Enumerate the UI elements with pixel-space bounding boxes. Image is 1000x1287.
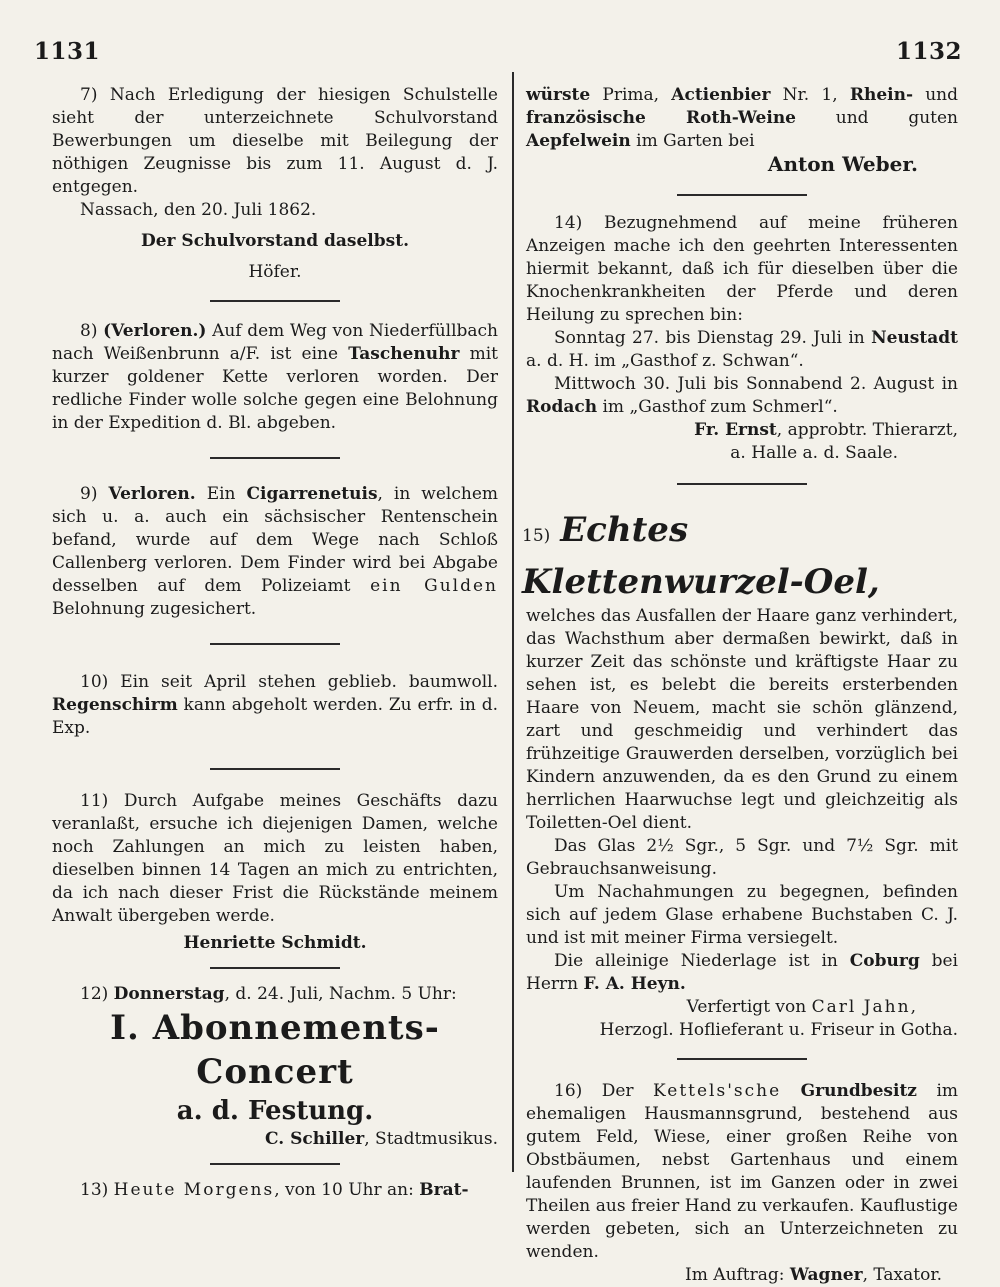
separator-rule [210,1163,340,1165]
text-fragment: 16) Der [554,1081,654,1101]
notice-8-item: Taschenuhr [348,344,460,364]
notice-8 [52,320,498,435]
notice-9-heading: Verloren. [108,484,196,504]
notice-15-number: 15) [522,526,551,546]
concert-title: I. Abonnements-Concert [110,1008,440,1092]
separator-rule [210,457,340,459]
notice-13-text: , von 10 Uhr an: [274,1180,420,1200]
schedule-1-town: Neustadt [871,328,958,348]
notice-16-signer: Wagner [789,1265,863,1285]
text-fragment: Verfertigt von [686,997,812,1017]
notice-12 [52,983,498,1151]
notice-7-signature: Der Schulvorstand daselbst. [141,231,409,251]
separator-rule [677,1058,807,1060]
notice-12-number: 12) [80,984,109,1004]
notice-8-text-a: Auf dem Weg von Niederfüllbach nach Weißenbrunn a/F. ist eine [52,321,499,364]
notice-14-text: 14) Bezugnehmend auf meine früheren Anzeigen mache ich den geehrten Interessenten hiermit bekannt, daß ich für dieselben über die Knochenkrankheiten der Pferde und deren Heilung zu sprechen bin: [526,213,958,325]
notice-16-text: im ehemaligen Hausmannsgrund, bestehend aus gutem Feld, Wiese, einer großen Reihe von Obstbäumen, nebst Gartenhaus und einem laufenden Brunnen, ist im Ganzen oder in zwei Theilen aus freier Hand zu verkaufen. Kauflustige werden gebeten, sich an Unterzeichneten zu wenden. [526,1081,958,1262]
schedule-1-venue: a. d. H. im „Gasthof z. Schwan“. [526,351,804,371]
notice-16-signer-role: , Taxator. [862,1265,942,1285]
item-rhein: Rhein- [849,85,914,105]
klettenwurzel-title: Echtes Klettenwurzel-Oel, [522,510,880,602]
notice-9-text-b: , in welchem sich u. a. auch ein sächsischer Rentenschein befand, wurde auf dem Wege nach Schloß Callenberg verloren. Dem Finder wird bei Abgabe desselben auf dem Polizeiamt [52,484,499,596]
separator-rule [677,483,807,485]
notice-15-imitation-note: Um Nachahmungen zu begegnen, befinden sich auf jedem Glase erhabene Buchstaben C. J. und ist mit meiner Firma versiegelt. [526,882,958,948]
notice-10-text-b: kann abgeholt werden. Zu erfr. in d. Exp. [52,695,498,738]
text-fragment: Nr. 1, [770,85,850,105]
notice-13-number: 13) [80,1180,109,1200]
separator-rule [677,194,807,196]
notice-14-signer-place: a. Halle a. d. Saale. [730,443,898,463]
notice-7-text: 7) Nach Erledigung der hiesigen Schulstelle sieht der unterzeichnete Schulvorstand Bewerbungen um dieselbe mit Beilegung der nöthigen Zeugnisse bis zum 11. August d. J. entgegen. [52,85,498,197]
notice-15 [522,507,958,1042]
separator-rule [210,300,340,302]
notice-9-text-c: Belohnung zugesichert. [52,599,257,619]
right-column [522,84,959,1287]
notice-13-item: Brat- [419,1180,469,1200]
notice-7-place-date: Nassach, den 20. Juli 1862. [80,200,317,220]
notice-13 [52,1179,498,1202]
notice-7-signer: Höfer. [248,262,302,282]
item-aepfelwein: Aepfelwein [526,131,631,151]
notice-13-time-lead: Heute Morgens [113,1180,275,1200]
notice-15-maker-title: Herzogl. Hoflieferant u. Friseur in Gotha. [599,1020,958,1040]
text-fragment: und guten [796,108,958,128]
column-divider [512,72,514,1172]
notice-9-item: Cigarrenetuis [246,484,378,504]
page-number-left: 1131 [34,38,101,65]
notice-10 [52,671,498,740]
notice-11-signature: Henriette Schmidt. [183,933,367,953]
notice-14-signer-role: , approbtr. Thierarzt, [776,420,958,440]
notice-15-price: Das Glas 2½ Sgr., 5 Sgr. und 7½ Sgr. mit Gebrauchsanweisung. [526,836,958,879]
notice-15-city: Coburg [849,951,920,971]
notice-8-number: 8) [80,321,98,341]
notice-11-text: 11) Durch Aufgabe meines Geschäfts dazu veranlaßt, ersuche ich diejenigen Damen, welche noch Zahlungen an mich zu leisten haben, dieselben binnen 14 Tagen an mich zu entrichten, da ich nach dieser Frist die Rückstände meinem Anwalt übergeben werde. [52,791,498,926]
schedule-2-town: Rodach [526,397,598,417]
notice-15-text: welches das Ausfallen der Haare ganz verhindert, das Wachsthum aber dermaßen bewirkt, daß in kurzer Zeit das schönste und kräftigste Haar zu sehen ist, es belebt die bereits ersterbenden Haare von Neuem, macht sie schön glänzend, zart und geschmeidig und verhindert das frühzeitige Grauwerden derselben, vorzüglich bei Kindern anzuwenden, da es den Grund zu einem herrlichen Haarwuchse legt und gleichzeitig als Toiletten-Oel dient. [526,606,958,833]
text-fragment [781,1081,800,1101]
notice-12-signer-role: , Stadtmusikus. [364,1129,498,1149]
notice-14-signer: Fr. Ernst [694,420,777,440]
notice-8-text-b: mit kurzer goldener Kette verloren worden. Der redliche Finder wolle solche gegen eine Belohnung in der Expedition d. Bl. abgeben. [52,344,499,433]
notice-15-dealer: F. A. Heyn. [583,974,686,994]
notice-16-item: Grundbesitz [800,1081,917,1101]
notice-12-signer: C. Schiller [265,1129,365,1149]
text-fragment: Im Auftrag: [685,1265,790,1285]
notice-13-continued [526,84,958,176]
separator-rule [210,643,340,645]
notice-16-owner: Kettels'sche [653,1081,782,1101]
text-fragment: und [913,85,959,105]
notice-8-heading: (Verloren.) [103,321,207,341]
text-fragment: bei Herrn [526,951,958,994]
left-column [52,84,498,1202]
item-rothweine: französische Roth-Weine [526,108,797,128]
schedule-2-date: Mittwoch 30. Juli bis Sonnabend 2. August in [554,374,958,394]
notice-9-number: 9) [80,484,98,504]
notice-10-text-a: 10) Ein seit April stehen geblieb. baumwoll. [80,672,498,692]
notice-12-time: , d. 24. Juli, Nachm. 5 Uhr: [224,984,457,1004]
notice-9 [52,483,498,621]
separator-rule [210,967,340,969]
notice-16 [526,1080,958,1287]
separator-rule [210,768,340,770]
notice-12-day: Donnerstag [113,984,225,1004]
notice-11 [52,790,498,955]
notice-14 [526,212,958,465]
notice-10-item: Regenschirm [52,695,178,715]
notice-9-reward: ein Gulden [370,576,498,596]
concert-location: a. d. Festung. [176,1096,374,1126]
item-actienbier: Actienbier [671,85,771,105]
text-fragment: im Garten bei [630,131,755,151]
schedule-1-date: Sonntag 27. bis Dienstag 29. Juli in [554,328,872,348]
item-bratwurst: würste [526,85,591,105]
schedule-2-venue: im „Gasthof zum Schmerl“. [597,397,838,417]
notice-15-maker: Carl Jahn, [811,997,918,1017]
page-number-right: 1132 [895,38,962,65]
notice-13-signature: Anton Weber. [767,152,918,176]
text-fragment: Prima, [590,85,672,105]
notice-7 [52,84,498,284]
text-fragment: Die alleinige Niederlage ist in [554,951,850,971]
notice-9-text-a: Ein [195,484,247,504]
